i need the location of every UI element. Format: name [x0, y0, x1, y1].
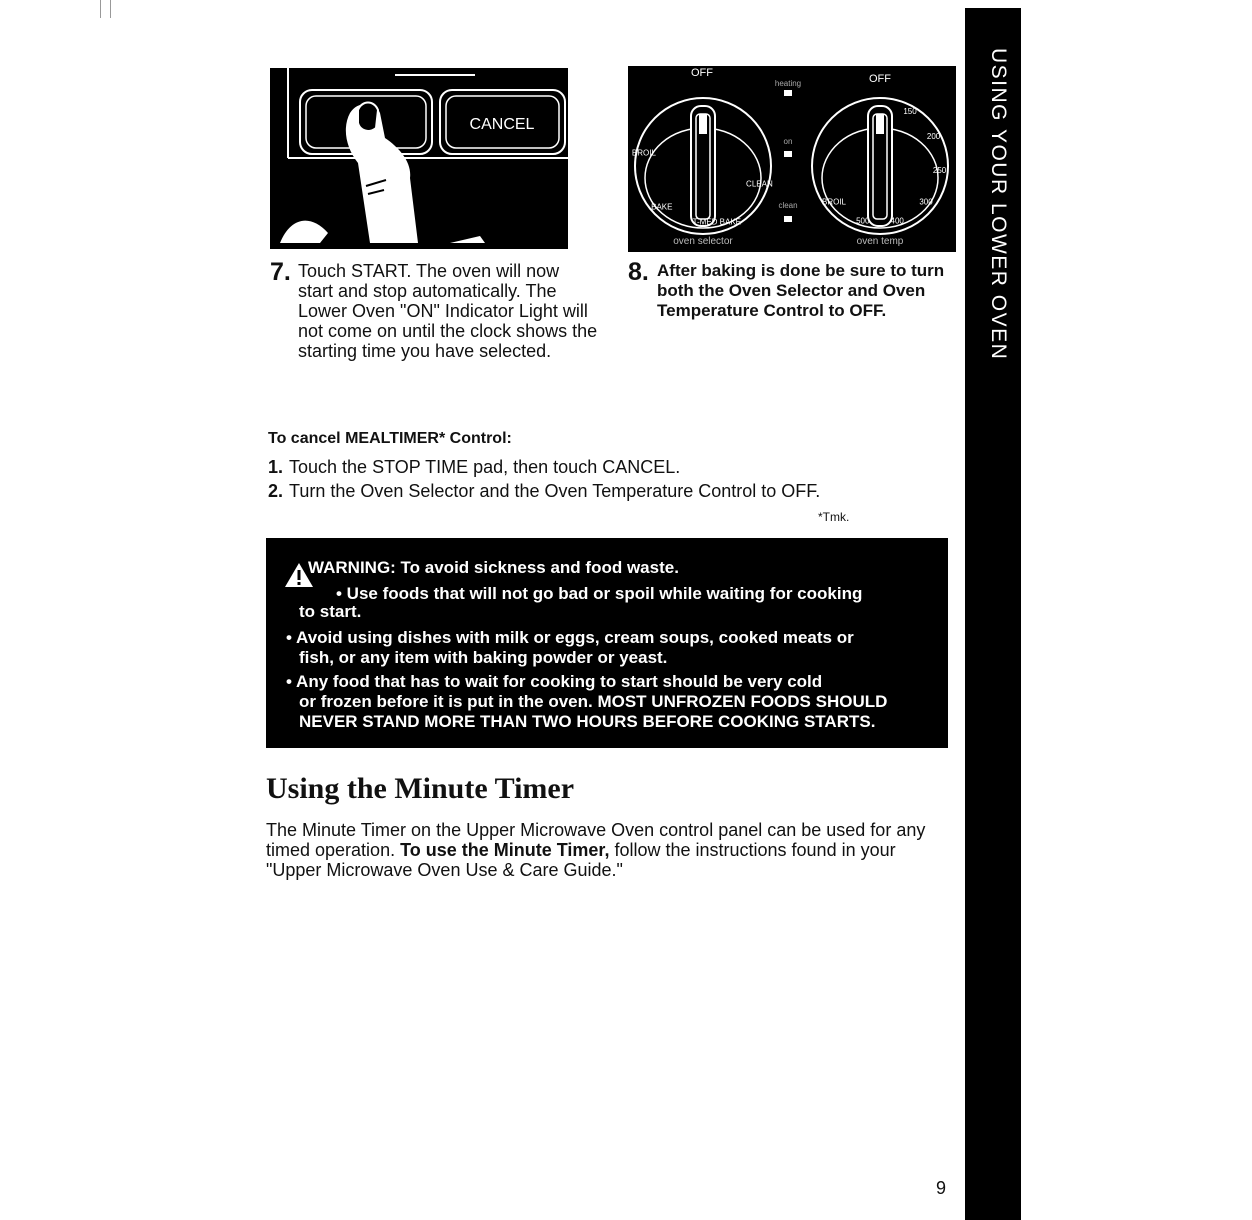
warning-title: WARNING: To avoid sickness and food waste. [308, 558, 679, 577]
temp-off-label: OFF [869, 73, 891, 85]
clean-label: clean [778, 201, 798, 210]
warning-box [266, 538, 948, 748]
warning-line: • Avoid using dishes with milk or eggs, cream soups, cooked meats or [286, 628, 854, 647]
dial-mark: CLEAN [746, 179, 773, 189]
section-body: The Minute Timer on the Upper Microwave Oven control panel can be used for any timed operation. To use the Minute Timer, follow the instructions found in your "Upper Microwave Oven Use & Care Guide." [266, 820, 926, 880]
dial-mark: BROIL [631, 148, 656, 158]
dial-mark: 500 [856, 216, 870, 226]
page-number: 9 [936, 1178, 947, 1198]
cancel-steps [268, 455, 820, 503]
dial-mark: 200 [926, 132, 941, 142]
selector-off-label: OFF [691, 67, 713, 79]
cancel-pad-label: CANCEL [469, 116, 535, 133]
section-title: Using the Minute Timer [266, 772, 575, 805]
dial-mark: BAKE [651, 202, 673, 212]
dial-mark: 250 [932, 166, 947, 175]
dial-mark: 150 [903, 107, 917, 116]
warning-line: to start. [299, 602, 362, 621]
step-7-text: Touch START. The oven will now start and stop automatically. The Lower Oven "ON" Indicator Light will not come on until the clock shows the starting time you have selected. [298, 261, 598, 361]
selector-caption: oven selector [673, 236, 733, 247]
step-number: 8. [628, 258, 649, 286]
touch-pad-illustration [270, 68, 568, 249]
dial-mark: BROIL [821, 197, 847, 207]
trademark-note: *Tmk. [818, 510, 850, 524]
warning-line: • Any food that has to wait for cooking to start should be very cold [286, 672, 823, 691]
step-number: 7. [270, 258, 291, 286]
on-label: on [783, 137, 793, 146]
warning-line: or frozen before it is put in the oven. MOST UNFROZEN FOODS SHOULD [299, 692, 888, 711]
oven-knobs-illustration [628, 66, 956, 252]
cancel-heading: To cancel MEALTIMER* Control: [268, 430, 512, 447]
cancel-step: 1. Touch the STOP TIME pad, then touch CANCEL. [268, 457, 681, 477]
step-8-text: After baking is done be sure to turn both the Oven Selector and Oven Temperature Control to OFF. [657, 261, 945, 320]
warning-line: fish, or any item with baking powder or yeast. [299, 648, 668, 667]
dial-mark: 300 [919, 197, 933, 207]
dial-mark: 400 [890, 216, 904, 226]
temp-caption: oven temp [856, 236, 904, 247]
heating-label: heating [774, 79, 802, 88]
scan-mark [110, 0, 111, 18]
warning-line: • Use foods that will not go bad or spoil while waiting for cooking [336, 584, 863, 603]
dial-mark: T-MED BAKE [692, 217, 742, 227]
warning-line: NEVER STAND MORE THAN TWO HOURS BEFORE COOKING STARTS. [299, 712, 876, 731]
side-tab-label: USING YOUR LOWER OVEN [987, 48, 1010, 361]
cancel-step: 2. Turn the Oven Selector and the Oven Temperature Control to OFF. [268, 481, 821, 501]
scan-mark [100, 0, 101, 18]
